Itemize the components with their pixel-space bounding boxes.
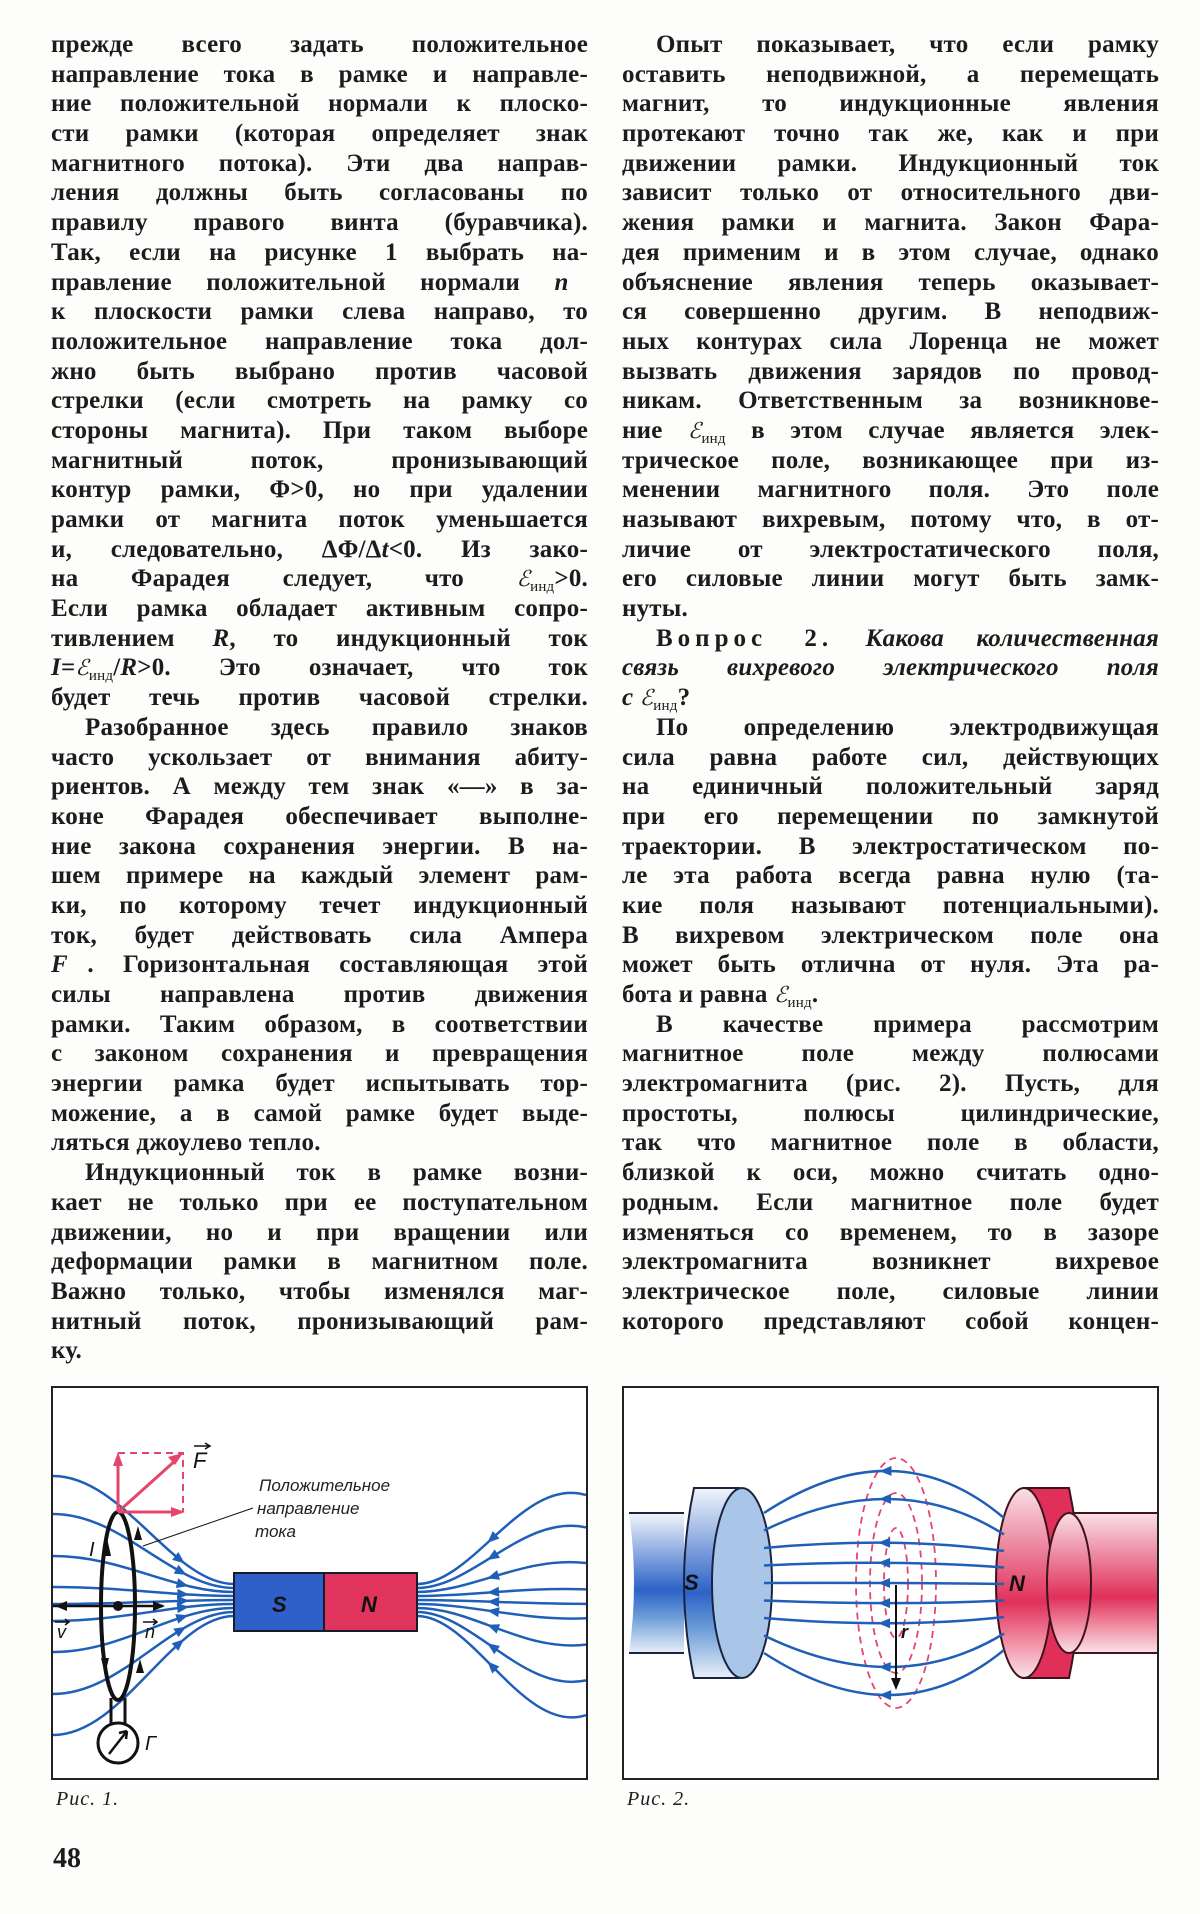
text-line: часто ускользает от внимания абиту-	[51, 743, 588, 771]
field-line	[53, 1600, 234, 1604]
text-line: изменяться со временем, то в зазоре	[622, 1218, 1159, 1246]
text-line: может быть отлична от нуля. Эта ра-	[622, 951, 1159, 979]
text-line	[622, 416, 1159, 446]
text-line: сти рамки (которая определяет знак	[51, 120, 588, 148]
text-line: траектории. В электростатическом по-	[622, 832, 1159, 860]
text-line: движении, но и при вращении или	[51, 1218, 588, 1246]
text-line: правилу правого винта (буравчика).	[51, 209, 588, 237]
south-label: S	[272, 1592, 287, 1617]
text-fragment: и, следовательно, ΔΦ/Δ	[51, 535, 382, 563]
text-line	[51, 564, 588, 594]
galvanometer-label: Г	[145, 1733, 156, 1755]
south-pole	[629, 1488, 772, 1678]
text-line: стороны магнита). При таком выборе	[51, 416, 588, 444]
text-line	[622, 653, 1159, 683]
figure-1-caption: Рис. 1.	[56, 1788, 120, 1810]
text-line: электромагнита возникнет вихревое	[622, 1248, 1159, 1276]
text-line: В вихревом электрическом поле она	[622, 921, 1159, 949]
text-line: на единичный положительный заряд	[622, 773, 1159, 801]
text-fragment: , то индукционный ток	[229, 624, 589, 652]
text-fragment: <0. Из зако-	[388, 535, 588, 563]
text-line: энергии рамка будет испытывать тор-	[51, 1070, 588, 1098]
field-line	[53, 1476, 234, 1584]
field-line	[764, 1634, 1004, 1668]
south-label: S	[684, 1570, 699, 1595]
text-line: направление тока в рамке и направле-	[51, 60, 588, 88]
text-line: магнитное поле между полюсами	[622, 1040, 1159, 1068]
text-line: ток, будет действовать сила Ампера	[51, 921, 588, 949]
text-fragment: n⃗	[554, 268, 588, 296]
text-line: нитный поток, пронизывающий рам-	[51, 1307, 588, 1335]
text-line: положительное направление тока дол-	[51, 327, 588, 355]
subscript: инд	[530, 579, 555, 596]
text-line: магнитный поток, пронизывающий	[51, 446, 588, 474]
text-line: ки, по которому течет индукционный	[51, 891, 588, 919]
text-fragment: =	[60, 654, 76, 682]
text-line	[51, 624, 588, 654]
text-fragment: >0. Это означает, что ток	[137, 654, 588, 682]
text-fragment: /	[113, 654, 121, 682]
text-line: так что магнитное поле в области,	[622, 1129, 1159, 1157]
text-column-right	[622, 30, 1159, 1336]
field-arrow-icon	[485, 1620, 500, 1634]
emf-symbol: ℰ	[687, 418, 702, 444]
subscript: инд	[787, 995, 812, 1011]
figure-1-magnet-and-loop	[51, 1386, 588, 1780]
emf-symbol: ℰ	[516, 567, 531, 593]
text-line: простоты, полюсы цилиндрические,	[622, 1099, 1159, 1127]
text-line: ления должны быть согласованы по	[51, 179, 588, 207]
text-line: менении магнитного поля. Это поле	[622, 476, 1159, 504]
text-line: силы направлена против движения	[51, 981, 588, 1008]
text-line: близкой к оси, можно считать одно-	[622, 1159, 1159, 1187]
field-arrow-icon	[878, 1538, 890, 1548]
field-line	[53, 1587, 234, 1596]
text-line: личие от электростатического поля,	[622, 535, 1159, 563]
field-line	[53, 1616, 234, 1735]
text-line: ляться джоулево тепло.	[51, 1129, 321, 1157]
text-line: называют вихревым, потому что, в от-	[622, 506, 1159, 533]
force-label: F	[193, 1448, 207, 1473]
text-column-left	[51, 30, 588, 1366]
text-line: родным. Если магнитное поле будет	[622, 1188, 1159, 1216]
text-line: дея применим и в этом случае, однако	[622, 238, 1159, 266]
normal-label: n	[145, 1622, 156, 1642]
field-arrow-icon	[878, 1618, 890, 1628]
text-line	[622, 683, 1159, 713]
annotation-line-3: тока	[255, 1522, 296, 1541]
field-arrow-icon	[174, 1565, 189, 1579]
velocity-label: v	[57, 1622, 66, 1642]
text-fragment: Вопрос 2.	[656, 624, 834, 652]
text-line: при его перемещении по замкнутой	[622, 802, 1159, 830]
field-arrow-icon	[175, 1611, 189, 1624]
field-arrow-icon	[487, 1587, 500, 1598]
figure-2-caption: Рис. 2.	[627, 1788, 691, 1810]
radius-arrowhead	[891, 1678, 901, 1690]
text-line: можение, а в самой рамке будет выде-	[51, 1099, 588, 1127]
text-fragment: с	[622, 684, 640, 712]
text-line: к плоскости рамки слева направо, то	[51, 298, 588, 326]
field-line	[417, 1526, 586, 1588]
text-fragment: Какова количественная	[833, 624, 1159, 652]
text-fragment: на Фарадея следует, что	[51, 565, 517, 593]
text-line: вызвать движения зарядов по провод-	[622, 357, 1159, 385]
text-line: коне Фарадея обеспечивает выполне-	[51, 802, 588, 830]
figure-2-drawing	[624, 1388, 1157, 1778]
text-line: зависит только от относительного дви-	[622, 179, 1159, 207]
text-line: ку.	[51, 1337, 82, 1365]
text-line: стрелки (если смотреть на рамку со	[51, 387, 588, 415]
text-line: ных контурах сила Лоренца не может	[622, 327, 1159, 355]
text-line: прежде всего задать положительное	[51, 31, 588, 58]
text-line: Если рамка обладает активным сопро-	[51, 595, 588, 623]
text-fragment: в этом случае является элек-	[725, 416, 1159, 444]
text-line: деформации рамки в магнитном поле.	[51, 1248, 588, 1276]
subscript: инд	[653, 698, 678, 715]
text-line: По определению электродвижущая	[656, 713, 1159, 741]
text-line: В качестве примера рассмотрим	[656, 1010, 1159, 1038]
north-label: N	[1009, 1571, 1025, 1596]
text-line	[622, 624, 1159, 654]
text-line: его силовые линии могут быть замк-	[622, 565, 1159, 593]
text-line: магнитного потока). Эти два направ-	[51, 149, 588, 177]
text-line: ле эта работа всегда равна нулю (та-	[622, 862, 1159, 890]
text-line	[51, 950, 588, 980]
text-line: контур рамки, Φ>0, но при удалении	[51, 476, 588, 504]
annotation-leader-line	[143, 1508, 253, 1546]
text-line: жения рамки и магнита. Закон Фара-	[622, 209, 1159, 237]
field-arrow-icon	[486, 1570, 500, 1583]
text-fragment: бота и равна	[622, 981, 774, 1008]
text-line	[622, 980, 1159, 1010]
text-line: электрическое поле, силовые линии	[622, 1277, 1159, 1305]
text-line: Разобранное здесь правило знаков	[85, 713, 588, 741]
text-line: протекают точно так же, как и при	[622, 120, 1159, 148]
text-line: оставить неподвижной, а перемещать	[622, 60, 1159, 88]
text-line: магнит, то индукционные явления	[622, 90, 1159, 118]
text-line: никам. Ответственным за возникнове-	[622, 387, 1159, 415]
radius-label: r	[901, 1622, 909, 1642]
text-line: сила равна работе сил, действующих	[622, 743, 1159, 771]
emf-symbol: ℰ	[639, 686, 654, 712]
text-fragment: правление положительной нормали	[51, 268, 555, 296]
text-line: кие поля называют потенциальными).	[622, 891, 1159, 919]
field-line	[764, 1471, 1004, 1518]
text-line: с законом сохранения и превращения	[51, 1040, 588, 1068]
text-line: Опыт показывает, что если рамку	[656, 31, 1159, 58]
text-fragment: тивлением	[51, 624, 213, 652]
emf-symbol: ℰ	[75, 656, 89, 682]
text-fragment: связь вихревого электрического поля	[622, 654, 1159, 682]
current-direction-arrows	[101, 1526, 144, 1674]
field-arrow-icon	[173, 1622, 188, 1637]
text-fragment: t	[381, 535, 389, 563]
field-arrow-icon	[485, 1549, 500, 1564]
text-line: электромагнита (рис. 2). Пусть, для	[622, 1070, 1159, 1098]
text-line: нуты.	[622, 595, 688, 623]
field-line	[417, 1493, 586, 1584]
text-line: ние закона сохранения энергии. В на-	[51, 832, 588, 860]
text-line: Индукционный ток в рамке возни-	[85, 1159, 588, 1187]
text-line: риентов. А между тем знак «—» в за-	[51, 773, 588, 801]
text-fragment: >0.	[554, 565, 588, 593]
field-line	[417, 1600, 586, 1604]
text-line: ние положительной нормали к плоско-	[51, 90, 588, 118]
field-line	[764, 1650, 1004, 1695]
text-fragment: F⃗	[51, 951, 88, 979]
text-fragment: ?	[677, 684, 691, 712]
text-line: трическое поле, возникающее при из-	[622, 446, 1159, 474]
text-line	[51, 268, 588, 298]
magnetic-field-lines	[764, 1466, 1004, 1700]
text-line	[51, 535, 588, 565]
text-line: рамки. Таким образом, в соответствии	[51, 1010, 588, 1038]
text-fragment: R	[120, 654, 138, 682]
figure-1-drawing	[53, 1388, 586, 1778]
emf-symbol: ℰ	[774, 983, 788, 1008]
text-fragment: R	[212, 624, 230, 652]
text-line: Важно только, чтобы изменялся маг-	[51, 1277, 588, 1305]
text-fragment: I	[51, 654, 61, 682]
text-fragment: .	[811, 981, 819, 1008]
subscript: инд	[88, 668, 114, 685]
text-line	[51, 653, 588, 683]
text-line: которого представляют собой концен-	[622, 1307, 1159, 1335]
figure-2-electromagnet	[622, 1386, 1159, 1780]
current-label: I	[89, 1539, 95, 1561]
force-diagram	[113, 1452, 185, 1517]
text-line: будет течь против часовой стрелки.	[51, 684, 588, 712]
text-line: кает не только при ее поступательном	[51, 1188, 588, 1216]
field-arrow-icon	[487, 1597, 499, 1607]
loop-center-dot	[113, 1601, 123, 1611]
text-line: шем примере на каждый элемент рам-	[51, 862, 588, 890]
text-fragment: . Горизонтальная составляющая этой	[87, 951, 588, 979]
text-line: движении рамки. Индукционный ток	[622, 149, 1159, 177]
text-line: Так, если на рисунке 1 выбрать на-	[51, 238, 588, 266]
annotation-line-1: Положительное	[259, 1476, 391, 1495]
text-line: ся совершенно другим. В неподвиж-	[622, 298, 1159, 326]
text-line: рамки от магнита поток уменьшается	[51, 506, 588, 533]
annotation-line-2: направление	[257, 1499, 360, 1518]
text-line: жно быть выбрано против часовой	[51, 357, 588, 385]
north-label: N	[361, 1592, 377, 1617]
text-fragment: ние	[622, 416, 688, 444]
page-number: 48	[53, 1843, 81, 1874]
field-line	[53, 1608, 234, 1652]
text-line: объяснение явления теперь оказывает-	[622, 268, 1159, 296]
subscript: инд	[701, 430, 726, 447]
